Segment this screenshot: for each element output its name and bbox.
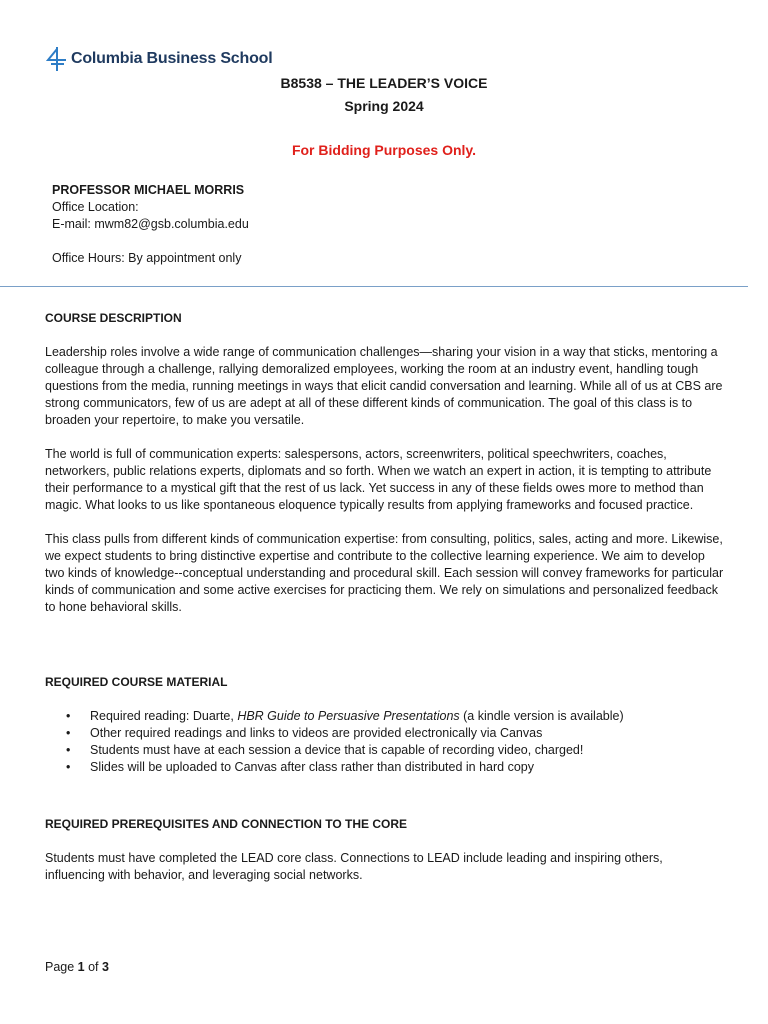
description-paragraph-1: Leadership roles involve a wide range of communication challenges—sharing your vision in a way that sticks, mentoring a colleague through a challenge, rallying demoralized employees, working the room at an industry event, handling tough questions from the media, running meetings in ways that elicit candid conversation and learning. While all of us at CBS are strong communicators, few of us are adept at all of these different kinds of communication. The goal of this class is to broaden your repertoire, to make you versatile. <box>45 345 723 427</box>
professor-email: E-mail: mwm82@gsb.columbia.edu <box>52 217 249 231</box>
course-description-heading: COURSE DESCRIPTION <box>45 311 182 325</box>
bullet-icon: • <box>66 726 71 740</box>
office-hours: Office Hours: By appointment only <box>52 251 242 265</box>
bullet-icon: • <box>66 709 71 723</box>
list-item: • Other required readings and links to videos are provided electronically via Canvas <box>66 726 543 740</box>
course-material-section <box>45 674 725 776</box>
course-material-heading: REQUIRED COURSE MATERIAL <box>45 675 228 689</box>
office-location: Office Location: <box>52 200 139 214</box>
bullet-icon: • <box>66 743 71 757</box>
course-title: B8538 – THE LEADER’S VOICE <box>280 75 488 91</box>
description-paragraph-3: This class pulls from different kinds of communication expertise: from consulting, politics, sales, acting and more. Likewise, we expect students to bring distinctive expertise and contribute to the collective learning experience. We aim to develop two kinds of knowledge--conceptual understanding and procedural skill. Each session will convey frameworks for particular kinds of communication and some active exercises for practicing them. We rely on simulations and personalized feedback to hone behavioral skills. <box>45 532 724 614</box>
list-item: • Required reading: Duarte, HBR Guide to Persuasive Presentations (a kindle version is available) <box>66 709 624 723</box>
prerequisites-section <box>45 816 725 884</box>
course-description-section <box>45 310 725 616</box>
page-number: Page 1 of 3 <box>45 960 109 974</box>
logo-text: Columbia Business School <box>71 50 273 67</box>
header-divider <box>0 286 748 287</box>
description-paragraph-2: The world is full of communication experts: salespersons, actors, screenwriters, political speechwriters, coaches, networkers, public relations experts, diplomats and so forth. When we watch an expert in action, it is tempting to attribute their performance to a mystical gift that the rest of us lack. Yet success in any of these fields owes more to method than magic. What looks to us like spontaneous eloquence typically results from applying frameworks and focused practice. <box>45 447 712 512</box>
bidding-notice: For Bidding Purposes Only. <box>291 142 477 158</box>
professor-block <box>52 182 249 267</box>
list-item: • Students must have at each session a device that is capable of recording video, charged! <box>66 743 584 757</box>
course-material-list <box>45 708 725 776</box>
school-logo <box>46 46 272 72</box>
book-title: HBR Guide to Persuasive Presentations <box>237 709 460 723</box>
prerequisites-heading: REQUIRED PREREQUISITES AND CONNECTION TO THE CORE <box>45 817 408 831</box>
list-item: • Slides will be uploaded to Canvas after class rather than distributed in hard copy <box>66 760 535 774</box>
professor-name: PROFESSOR MICHAEL MORRIS <box>52 183 245 197</box>
prerequisites-text: Students must have completed the LEAD core class. Connections to LEAD include leading and inspiring others, influencing with behavior, and leveraging social networks. <box>45 851 663 882</box>
columbia-crown-icon <box>46 46 68 72</box>
course-term: Spring 2024 <box>344 98 424 114</box>
bullet-icon: • <box>66 760 71 774</box>
